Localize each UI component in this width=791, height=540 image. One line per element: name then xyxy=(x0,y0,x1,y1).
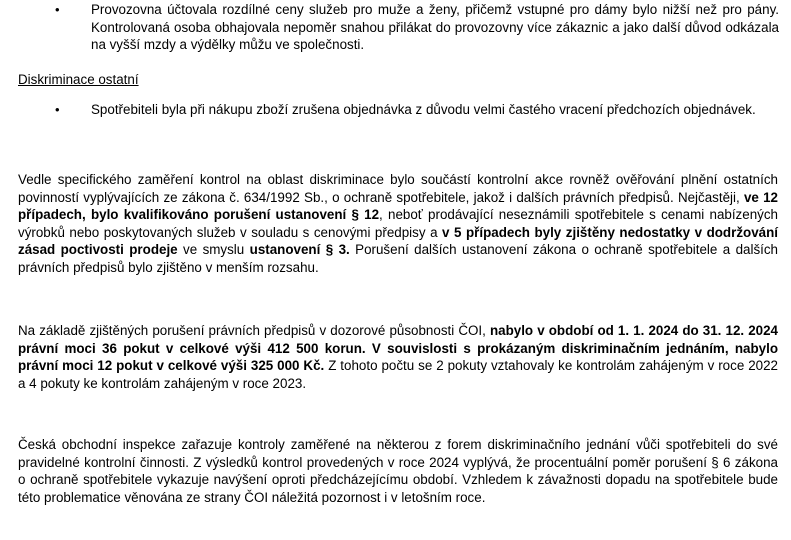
paragraph-text: Z tohoto počtu se 2 pokuty vztahovaly ke kontrolám zahájeným v roce 2022 a 4 pokuty ke kontrolám zahájeným v roce 2023. xyxy=(18,358,778,391)
bullet-marker: • xyxy=(55,102,60,117)
emphasis-text: ustanovení § 3. xyxy=(249,242,350,258)
bullet-order-cancelled: Spotřebiteli byla při nákupu zboží zrušena objednávka z důvodu velmi častého vracení předchozích objednávek. xyxy=(91,102,756,117)
paragraph-other-obligations xyxy=(18,171,778,277)
bullet-gender-pricing: Provozovna účtovala rozdílné ceny služeb pro muže a ženy, přičemž vstupné pro dámy bylo nižší než pro pány. Kontrolovaná osoba obhajovala nepoměr snahou přilákat do provozovny více zákaznic a jako další důvod odkázala na vyšší mzdy a výdělky můžu ve společnosti. xyxy=(91,2,779,53)
emphasis-text: nabylo v období od 1. 1. 2024 do 31. 12. 2024 právní moci 36 pokut v celkové výši 412 500 korun. V souvislosti s prokázaným diskriminačním jednáním, nabylo právní moci 12 pokut v celkové výši 325 000 Kč. xyxy=(18,323,778,374)
paragraph-text: ve smyslu xyxy=(177,242,250,258)
emphasis-text: ve 12 případech, bylo kvalifikováno porušení ustanovení § 12 xyxy=(18,189,779,223)
bullet-marker: • xyxy=(55,2,60,17)
paragraph-conclusion: Česká obchodní inspekce zařazuje kontroly zaměřené na některou z forem diskriminačního jednání vůči spotřebiteli do své pravidelné kontrolní činnosti. Z výsledků kontrol provedených v roce 2024 vyplývá, že procentuální poměr porušení § 6 zákona o ochraně spotřebitele vykazuje navýšení oproti předcházejícímu období. Vzhledem k závažnosti dopadu na spotřebitele bude této problematice věnována ze strany ČOI náležitá pozornost i v letošním roce. xyxy=(18,437,778,505)
paragraph-text: , neboť prodávající neseznámili spotřebitele s cenami nabízených výrobků nebo poskytovaných služeb v souladu s cenovými předpisy a xyxy=(18,207,778,240)
paragraph-text: Porušení dalších ustanovení zákona o ochraně spotřebitele a dalších právních předpisů bylo zjištěno v menším rozsahu. xyxy=(18,242,779,275)
paragraph-text: Na základě zjištěných porušení právních předpisů v dozorové působnosti ČOI, xyxy=(18,323,490,338)
paragraph-fines xyxy=(18,322,778,392)
emphasis-text: v 5 případech byly zjištěny nedostatky v dodržování zásad poctivosti prodeje xyxy=(18,224,778,258)
paragraph-text: Vedle specifického zaměření kontrol na oblast diskriminace bylo součástí kontrolní akce rovněž ověřování plnění ostatních povinností vyplývajících ze zákona č. 634/1992 Sb., o ochraně spotřebitele, jakož i dalších právních předpisů. Nejčastěji, xyxy=(18,172,778,205)
section-heading-other-discrimination: Diskriminace ostatní xyxy=(18,72,139,87)
